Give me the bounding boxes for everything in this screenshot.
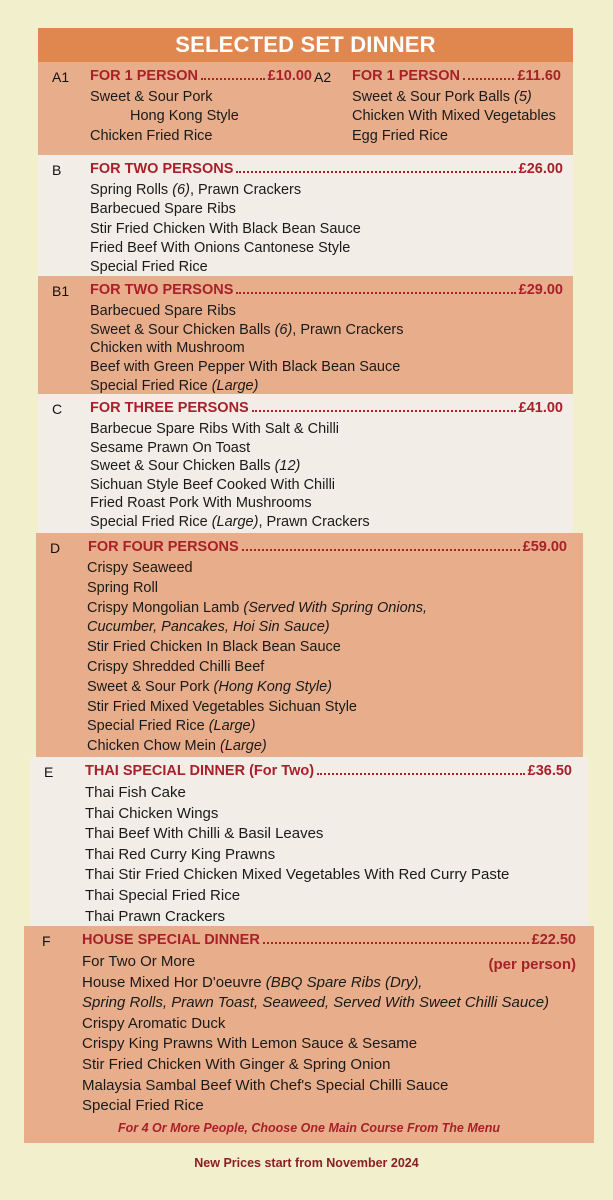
set-code: B bbox=[52, 162, 62, 178]
set-price: £22.50 bbox=[531, 932, 576, 948]
list-item: Sichuan Style Beef Cooked With Chilli bbox=[90, 476, 336, 493]
set-heading-label: THAI SPECIAL DINNER (For Two) bbox=[85, 763, 315, 779]
set-price: £26.00 bbox=[518, 161, 563, 177]
section-f bbox=[24, 926, 594, 1143]
list-item: Crispy King Prawns With Lemon Sauce & Sesame bbox=[82, 1035, 418, 1053]
list-item: House Mixed Hor D'oeuvre (BBQ Spare Ribs (Dry), bbox=[82, 973, 423, 991]
list-item: Malaysia Sambal Beef With Chef's Special Chilli Sauce bbox=[82, 1076, 449, 1094]
set-heading-label: FOR FOUR PERSONS bbox=[88, 539, 239, 555]
list-item: Thai Chicken Wings bbox=[85, 804, 219, 822]
set-code: B1 bbox=[52, 283, 70, 299]
set-price: £11.60 bbox=[517, 68, 561, 84]
list-item: Fried Beef With Onions Cantonese Style bbox=[90, 239, 351, 256]
set-heading-label: FOR TWO PERSONS bbox=[90, 282, 234, 298]
list-item: Special Fried Rice bbox=[90, 259, 208, 276]
set-heading bbox=[90, 68, 312, 84]
set-heading bbox=[85, 763, 572, 779]
list-item: Beef with Green Pepper With Black Bean Sauce bbox=[90, 359, 401, 376]
list-item-continuation: Spring Rolls, Prawn Toast, Seaweed, Served With Sweet Chilli Sauce) bbox=[82, 994, 550, 1012]
set-heading-label: FOR TWO PERSONS bbox=[90, 161, 234, 177]
set-code: C bbox=[52, 401, 63, 417]
list-item: Stir Fried Chicken With Ginger & Spring Onion bbox=[82, 1055, 391, 1073]
set-heading-label: HOUSE SPECIAL DINNER bbox=[82, 932, 260, 948]
set-heading bbox=[352, 68, 561, 84]
set-price: £41.00 bbox=[518, 400, 563, 416]
set-code: F bbox=[42, 933, 51, 949]
list-item: Stir Fried Chicken In Black Bean Sauce bbox=[87, 639, 341, 656]
set-items bbox=[90, 302, 404, 396]
set-price: £29.00 bbox=[518, 282, 563, 298]
set-heading bbox=[90, 400, 563, 416]
set-heading bbox=[90, 282, 563, 298]
leader-dots bbox=[236, 171, 515, 173]
list-item: Stir Fried Chicken With Black Bean Sauce bbox=[90, 220, 361, 237]
list-item: Egg Fried Rice bbox=[352, 127, 448, 144]
section-e bbox=[30, 757, 588, 926]
set-heading bbox=[90, 161, 563, 177]
list-item: Special Fried Rice bbox=[82, 1097, 204, 1115]
list-item: Stir Fried Mixed Vegetables Sichuan Style bbox=[87, 698, 357, 715]
set-price: £59.00 bbox=[522, 539, 567, 555]
list-item: Barbecued Spare Ribs bbox=[90, 201, 236, 218]
set-a2 bbox=[310, 62, 573, 155]
set-code: A1 bbox=[52, 69, 70, 85]
set-heading-label: FOR THREE PERSONS bbox=[90, 400, 249, 416]
set-items bbox=[90, 420, 370, 532]
set-a1 bbox=[38, 62, 318, 155]
list-item: Chicken With Mixed Vegetables bbox=[352, 108, 556, 125]
leader-dots bbox=[463, 78, 514, 80]
list-item: Chicken Fried Rice bbox=[90, 127, 213, 144]
set-price: £10.00 bbox=[267, 68, 312, 84]
list-item: Thai Red Curry King Prawns bbox=[85, 845, 276, 863]
list-item: Barbecued Spare Ribs bbox=[90, 303, 236, 319]
leader-dots bbox=[252, 410, 516, 412]
list-item: Spring Rolls (6), Prawn Crackers bbox=[90, 182, 302, 198]
set-code: A2 bbox=[314, 69, 332, 85]
list-item: Hong Kong Style bbox=[130, 108, 239, 125]
list-item: Sweet & Sour Pork (Hong Kong Style) bbox=[87, 678, 333, 695]
section-c bbox=[38, 394, 573, 533]
list-item: Thai Special Fried Rice bbox=[85, 886, 241, 904]
list-item: Fried Roast Pork With Mushrooms bbox=[90, 495, 312, 512]
set-heading bbox=[88, 539, 567, 555]
set-items bbox=[87, 559, 427, 757]
list-item: Special Fried Rice (Large) bbox=[90, 377, 259, 394]
list-item: Sweet & Sour Chicken Balls (6), Prawn Crackers bbox=[90, 321, 404, 338]
list-item: Chicken Chow Mein (Large) bbox=[87, 738, 267, 755]
price-notice: New Prices start from November 2024 bbox=[194, 1156, 419, 1170]
set-items bbox=[90, 88, 239, 146]
list-item: Thai Beef With Chilli & Basil Leaves bbox=[85, 825, 324, 843]
set-heading-label: FOR 1 PERSON bbox=[352, 68, 460, 84]
list-item: Crispy Shredded Chilli Beef bbox=[87, 658, 265, 675]
set-items bbox=[90, 181, 361, 277]
list-item-continuation: Cucumber, Pancakes, Hoi Sin Sauce) bbox=[87, 619, 330, 636]
list-item: Crispy Mongolian Lamb (Served With Spring Onions, bbox=[87, 599, 427, 616]
list-item: Barbecue Spare Ribs With Salt & Chilli bbox=[90, 421, 340, 437]
list-item: Thai Stir Fried Chicken Mixed Vegetables With Red Curry Paste bbox=[85, 866, 510, 884]
list-item: Thai Prawn Crackers bbox=[85, 907, 226, 925]
list-item: Sesame Prawn On Toast bbox=[90, 439, 251, 456]
list-item: Crispy Seaweed bbox=[87, 560, 193, 576]
list-item: Sweet & Sour Chicken Balls (12) bbox=[90, 458, 301, 475]
list-item: Spring Roll bbox=[87, 579, 158, 596]
set-heading-label: FOR 1 PERSON bbox=[90, 68, 198, 84]
leader-dots bbox=[236, 292, 515, 294]
set-items bbox=[85, 783, 509, 927]
list-item: Thai Fish Cake bbox=[85, 784, 186, 801]
set-code: E bbox=[44, 764, 54, 780]
menu-title: SELECTED SET DINNER bbox=[38, 28, 573, 62]
list-item: Sweet & Sour Pork bbox=[90, 89, 213, 105]
section-b1 bbox=[38, 276, 573, 394]
set-code: D bbox=[50, 540, 61, 556]
list-item: Special Fried Rice (Large), Prawn Crackers bbox=[90, 513, 370, 530]
section-b bbox=[38, 155, 573, 276]
set-items bbox=[82, 952, 549, 1117]
set-price: £36.50 bbox=[527, 763, 572, 779]
section-d bbox=[36, 533, 583, 757]
list-item: Sweet & Sour Pork Balls (5) bbox=[352, 89, 532, 105]
section-a bbox=[38, 62, 573, 155]
leader-dots bbox=[201, 78, 265, 80]
price-note: (per person) bbox=[488, 956, 576, 973]
set-heading bbox=[82, 932, 576, 948]
list-item: Special Fried Rice (Large) bbox=[87, 718, 256, 735]
leader-dots bbox=[317, 773, 525, 775]
list-item: Chicken with Mushroom bbox=[90, 340, 245, 357]
list-item: Crispy Aromatic Duck bbox=[82, 1014, 226, 1032]
list-item: For Two Or More bbox=[82, 953, 196, 970]
set-items bbox=[352, 88, 556, 146]
leader-dots bbox=[263, 942, 529, 944]
section-footnote: For 4 Or More People, Choose One Main Course From The Menu bbox=[118, 1121, 500, 1135]
leader-dots bbox=[242, 549, 520, 551]
